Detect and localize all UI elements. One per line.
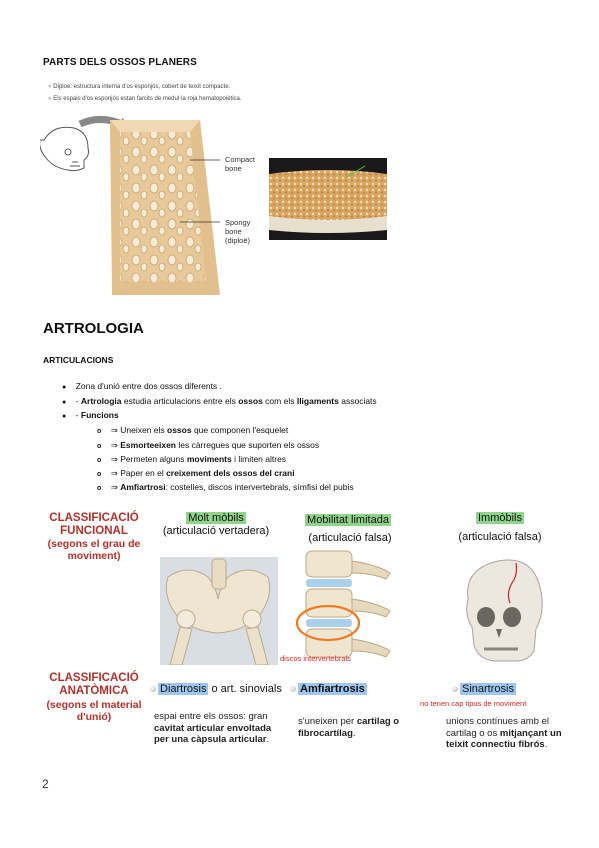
amfiartrosis-label: Amfiartrosis bbox=[290, 683, 367, 696]
parts-bullet-2: ● Els espais d'os esponjós estan farcits de medul·la roja hematopoiètica. bbox=[48, 96, 242, 102]
parts-bullet-1: ● Diploe: estructura interna d'os esponjós, cobert de teixit compacte. bbox=[48, 84, 231, 90]
col2-heading: Mobilitat limitada bbox=[307, 514, 389, 526]
no-moviment-note: no tenen cap tipus de moviment bbox=[420, 699, 527, 708]
bullet-dot-icon bbox=[452, 686, 458, 692]
bullet-2: ● - Artrologia estudia articulacions entre els ossos com els lligaments associats bbox=[62, 396, 377, 406]
sub-bullet-1: o ⇒ Uneixen els ossos que componen l'esquelet bbox=[97, 425, 289, 436]
col2-sub: (articulació falsa) bbox=[308, 532, 392, 544]
bullet-dot-icon bbox=[150, 686, 156, 692]
sub-bullet-5: o ⇒ Amfiartrosi: costelles, discos intervertebrals, símfisi del pubis bbox=[97, 482, 354, 493]
spongy-bone-label: Spongy bone (diploë) bbox=[225, 218, 251, 245]
spongy-bone-photo bbox=[269, 158, 387, 240]
col1-heading: Molt mòbils (articulació vertadera) bbox=[162, 512, 270, 537]
hip-joint-image bbox=[160, 557, 278, 665]
articulacions-title: ARTICULACIONS bbox=[43, 355, 114, 365]
spine-image bbox=[296, 547, 394, 665]
bullet-3: ● - Funcions bbox=[62, 410, 119, 420]
classificacio-funcional-sub: (segons el grau de moviment) bbox=[47, 538, 141, 562]
sinartrosis-description: unions contínues amb el cartilag o os mitjançant un teixit connectiu fibrós. bbox=[446, 716, 562, 750]
amfiartrosis-description: s'uneixen per cartilag o fibrocartílag. bbox=[298, 716, 400, 739]
sub-bullet-3: o ⇒ Permeten alguns moviments i limiten altres bbox=[97, 454, 287, 465]
artrologia-title: ARTROLOGIA bbox=[43, 320, 144, 337]
bullet-dot-icon bbox=[290, 686, 296, 692]
col3-sub: (articulació falsa) bbox=[458, 531, 542, 543]
classificacio-anatomica: CLASSIFICACIÓ ANATÒMICA bbox=[49, 672, 139, 697]
page-number: 2 bbox=[42, 777, 49, 791]
diartrosis-label: Diartrosis o art. sinovials bbox=[150, 683, 282, 696]
skull-sketch-icon bbox=[40, 127, 89, 170]
flat-bone-illustration bbox=[40, 110, 275, 305]
sinartrosis-label: Sinartrosis bbox=[452, 683, 516, 696]
col3-heading: Immòbils bbox=[477, 512, 522, 524]
parts-title: PARTS DELS OSSOS PLANERS bbox=[43, 57, 197, 68]
skull-image bbox=[456, 555, 546, 669]
classificacio-funcional: CLASSIFICACIÓ FUNCIONAL bbox=[49, 512, 139, 537]
discos-label: discos intervertebrals bbox=[280, 654, 351, 663]
bullet-1: ● Zona d'unió entre dos ossos diferents . bbox=[62, 381, 222, 391]
sub-bullet-2: o ⇒ Esmorteeixen les càrregues que suporten els ossos bbox=[97, 440, 320, 451]
diartrosis-description: espai entre els ossos: gran cavitat articular envoltada per una càpsula articular. bbox=[154, 711, 272, 745]
sub-bullet-4: o ⇒ Paper en el creixement dels ossos del crani bbox=[97, 468, 295, 479]
compact-bone-label: Compact bone bbox=[225, 155, 256, 173]
classificacio-anatomica-sub: (segons el material d'unió) bbox=[46, 699, 142, 723]
